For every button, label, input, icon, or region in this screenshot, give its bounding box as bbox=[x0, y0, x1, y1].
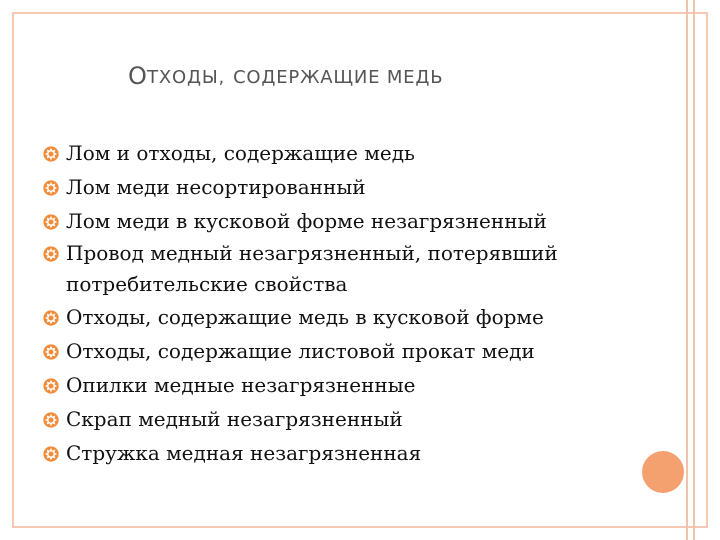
list-item bbox=[42, 136, 622, 170]
right-decorative-line bbox=[693, 0, 695, 540]
orange-gear-bullet-icon bbox=[42, 213, 60, 231]
page-title bbox=[128, 58, 608, 97]
list-item-label: Стружка медная незагрязненная bbox=[66, 441, 422, 465]
list-item-label: Лом и отходы, содержащие медь bbox=[66, 141, 415, 165]
list-item bbox=[42, 334, 622, 368]
title-initial-letter: О bbox=[128, 62, 148, 90]
orange-gear-bullet-icon bbox=[42, 309, 60, 327]
orange-gear-bullet-icon bbox=[42, 411, 60, 429]
right-decorative-line bbox=[686, 0, 688, 540]
list-item bbox=[42, 170, 622, 204]
list-item bbox=[42, 436, 622, 470]
list-item-label: Опилки медные незагрязненные bbox=[66, 373, 416, 397]
orange-gear-bullet-icon bbox=[42, 343, 60, 361]
list-item-label: Скрап медный незагрязненный bbox=[66, 407, 403, 431]
list-item-label: Лом меди в кусковой форме незагрязненный bbox=[66, 209, 547, 233]
list-item-label: Провод медный незагрязненный, потерявший потребительские свойства bbox=[66, 241, 558, 296]
orange-gear-bullet-icon bbox=[42, 245, 60, 263]
list-item-label: Отходы, содержащие листовой прокат меди bbox=[66, 339, 535, 363]
list-item bbox=[42, 402, 622, 436]
list-item bbox=[42, 368, 622, 402]
list-item-label: Отходы, содержащие медь в кусковой форме bbox=[66, 305, 544, 329]
orange-gear-bullet-icon bbox=[42, 445, 60, 463]
list-item bbox=[42, 300, 622, 334]
list-item bbox=[42, 238, 626, 300]
copper-waste-list bbox=[42, 136, 622, 470]
orange-gear-bullet-icon bbox=[42, 145, 60, 163]
title-first-word: ТХОДЫ, bbox=[147, 67, 226, 88]
orange-circle-decoration bbox=[642, 451, 684, 493]
title-rest: СОДЕРЖАЩИЕ МЕДЬ bbox=[233, 67, 444, 88]
orange-gear-bullet-icon bbox=[42, 377, 60, 395]
list-item-label: Лом меди несортированный bbox=[66, 175, 366, 199]
list-item bbox=[42, 204, 622, 238]
orange-gear-bullet-icon bbox=[42, 179, 60, 197]
